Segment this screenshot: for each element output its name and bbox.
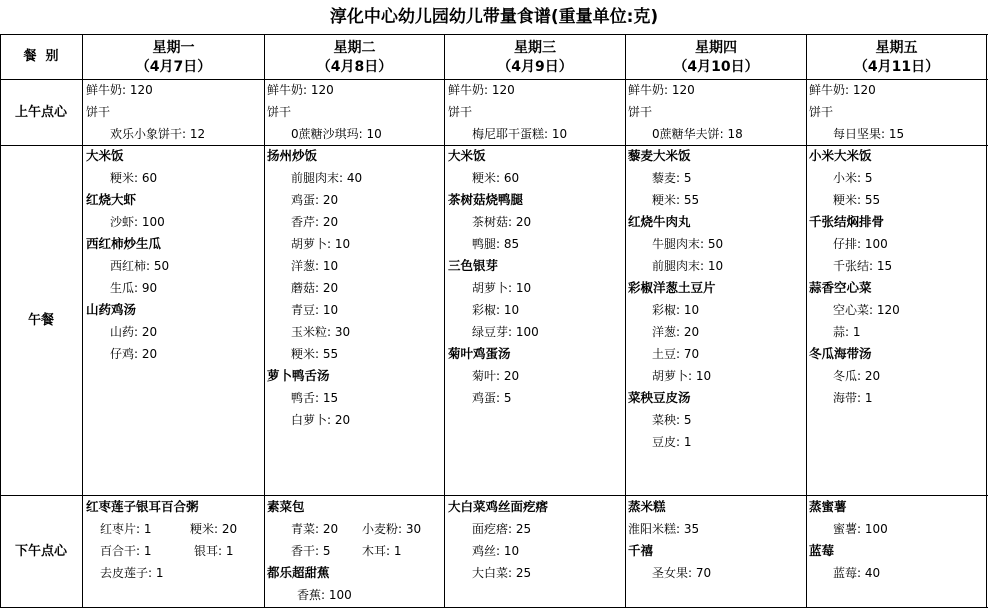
day-header-fri [807,35,986,79]
ingredient: 牛腿肉末: 50 [652,237,724,251]
dish-name: 大米饭 [448,148,486,163]
ingredient: 大白菜: 25 [472,566,532,580]
dish-name: 扬州炒饭 [267,148,318,163]
dish-name: 蒸米糕 [628,499,666,514]
ingredient: 鸡蛋: 5 [472,391,512,405]
milk-item: 鲜牛奶: 120 [86,83,153,97]
day-name: 星期五 [875,40,918,56]
dish-name: 菜秧豆皮汤 [628,390,691,405]
ingredient: 蒜: 1 [833,325,861,339]
meal-label-lunch: 午餐 [27,313,54,328]
ingredient: 香芹: 20 [291,215,339,229]
ingredient: 鸭舌: 15 [291,391,339,405]
ingredient: 海带: 1 [833,391,873,405]
milk-item: 鲜牛奶: 120 [448,83,515,97]
day-date: （4月10日） [673,59,759,75]
ingredient: 彩椒: 10 [652,303,700,317]
ingredient: 小米: 5 [833,171,873,185]
ingredient: 香蕉: 100 [297,588,352,602]
ingredient: 菜秧: 5 [652,413,692,427]
ingredient: 粳米: 20 [190,522,238,536]
biscuit-label: 饼干 [267,105,292,119]
ingredient: 茶树菇: 20 [472,215,532,229]
milk-item: 鲜牛奶: 120 [809,83,876,97]
ingredient: 山药: 20 [110,325,158,339]
dish-name: 红枣莲子银耳百合粥 [86,499,199,514]
day-date: （4月8日） [316,59,393,75]
grid-line [625,34,626,608]
ingredient: 洋葱: 20 [652,325,700,339]
snack-item: 0蔗糖华夫饼: 18 [652,127,743,141]
ingredient: 冬瓜: 20 [833,369,881,383]
dish-name: 冬瓜海带汤 [809,346,872,361]
day-name: 星期四 [695,40,737,56]
ingredient: 圣女果: 70 [652,566,712,580]
dish-name: 茶树菇烧鸭腿 [448,192,524,207]
ingredient: 粳米: 60 [472,171,520,185]
grid-line [0,607,988,608]
ingredient: 千张结: 15 [833,259,893,273]
ingredient: 香干: 5 [291,544,331,558]
dish-name: 千张结焖排骨 [809,214,885,229]
dish-name: 素菜包 [267,499,305,514]
day-date: （4月9日） [497,59,573,75]
ingredient: 淮阳米糕: 35 [628,522,700,536]
ingredient: 鸡丝: 10 [472,544,520,558]
milk-item: 鲜牛奶: 120 [267,83,334,97]
grid-line [806,34,807,608]
dish-name: 红烧牛肉丸 [628,214,691,229]
milk-item: 鲜牛奶: 120 [628,83,695,97]
day-header-wed [445,35,625,79]
ingredient: 鸭腿: 85 [472,237,520,251]
ingredient: 绿豆芽: 100 [472,325,539,339]
ingredient: 青菜: 20 [291,522,339,536]
ingredient: 去皮莲子: 1 [100,566,164,580]
ingredient: 面疙瘩: 25 [472,522,532,536]
dish-name: 都乐超甜蕉 [267,565,330,580]
ingredient: 胡萝卜: 10 [291,237,351,251]
ingredient: 豆皮: 1 [652,435,692,449]
ingredient: 菊叶: 20 [472,369,520,383]
snack-item: 0蔗糖沙琪玛: 10 [291,127,382,141]
ingredient: 粳米: 55 [291,347,339,361]
ingredient: 粳米: 55 [833,193,881,207]
meal-label-morning: 上午点心 [14,105,67,120]
ingredient: 蜜薯: 100 [833,522,888,536]
dish-name: 萝卜鸭舌汤 [267,368,330,383]
dish-name: 小米大米饭 [809,148,872,163]
biscuit-label: 饼干 [448,105,473,119]
ingredient: 粳米: 55 [652,193,700,207]
day-header-mon [83,35,264,79]
ingredient: 蓝莓: 40 [833,566,881,580]
snack-item: 梅尼耶干蛋糕: 10 [472,127,568,141]
grid-line [444,34,445,608]
day-name: 星期一 [152,40,195,56]
grid-line [82,34,83,608]
day-header-thu [626,35,806,79]
snack-item: 欢乐小象饼干: 12 [110,127,206,141]
ingredient: 仔鸡: 20 [110,347,158,361]
ingredient: 红枣片: 1 [100,522,152,536]
ingredient: 西红柿: 50 [110,259,170,273]
dish-name: 红烧大虾 [86,192,137,207]
ingredient: 空心菜: 120 [833,303,900,317]
dish-name: 蓝莓 [809,543,835,558]
ingredient: 银耳: 1 [194,544,234,558]
dish-name: 菊叶鸡蛋汤 [448,346,511,361]
ingredient: 彩椒: 10 [472,303,520,317]
ingredient: 土豆: 70 [652,347,700,361]
dish-name: 千禧 [628,543,654,558]
ingredient: 前腿肉末: 40 [291,171,363,185]
ingredient: 洋葱: 10 [291,259,339,273]
ingredient: 胡萝卜: 10 [472,281,532,295]
page-title: 淳化中心幼儿园幼儿带量食谱(重量单位:克) [329,7,659,27]
ingredient: 粳米: 60 [110,171,158,185]
grid-line [986,34,987,608]
ingredient: 玉米粒: 30 [291,325,351,339]
day-name: 星期二 [333,40,376,56]
biscuit-label: 饼干 [86,105,111,119]
day-date: （4月11日） [853,59,940,75]
ingredient: 鸡蛋: 20 [291,193,339,207]
grid-line [264,34,265,608]
ingredient: 青豆: 10 [291,303,339,317]
ingredient: 生瓜: 90 [110,281,158,295]
dish-name: 蒜香空心菜 [809,280,872,295]
dish-name: 大白菜鸡丝面疙瘩 [448,499,549,514]
meal-header: 餐 别 [23,49,59,64]
day-name: 星期三 [514,40,556,56]
dish-name: 西红柿炒生瓜 [86,236,162,251]
ingredient: 仔排: 100 [833,237,888,251]
ingredient: 百合干: 1 [100,544,152,558]
ingredient: 蘑菇: 20 [291,281,339,295]
dish-name: 山药鸡汤 [86,302,137,317]
grid-line [0,495,988,496]
dish-name: 三色银芽 [448,258,499,273]
biscuit-label: 饼干 [809,105,834,119]
dish-name: 蒸蜜薯 [809,499,847,514]
ingredient: 白萝卜: 20 [291,413,351,427]
day-date: （4月7日） [135,59,212,75]
dish-name: 藜麦大米饭 [628,148,691,163]
ingredient: 沙虾: 100 [110,215,165,229]
snack-item: 每日坚果: 15 [833,127,905,141]
dish-name: 彩椒洋葱土豆片 [628,280,716,295]
ingredient: 前腿肉末: 10 [652,259,724,273]
ingredient: 小麦粉: 30 [362,522,422,536]
ingredient: 胡萝卜: 10 [652,369,712,383]
ingredient: 木耳: 1 [362,544,402,558]
dish-name: 大米饭 [86,148,124,163]
biscuit-label: 饼干 [628,105,653,119]
ingredient: 藜麦: 5 [652,171,692,185]
day-header-tue [265,35,444,79]
meal-label-afternoon: 下午点心 [14,544,67,559]
